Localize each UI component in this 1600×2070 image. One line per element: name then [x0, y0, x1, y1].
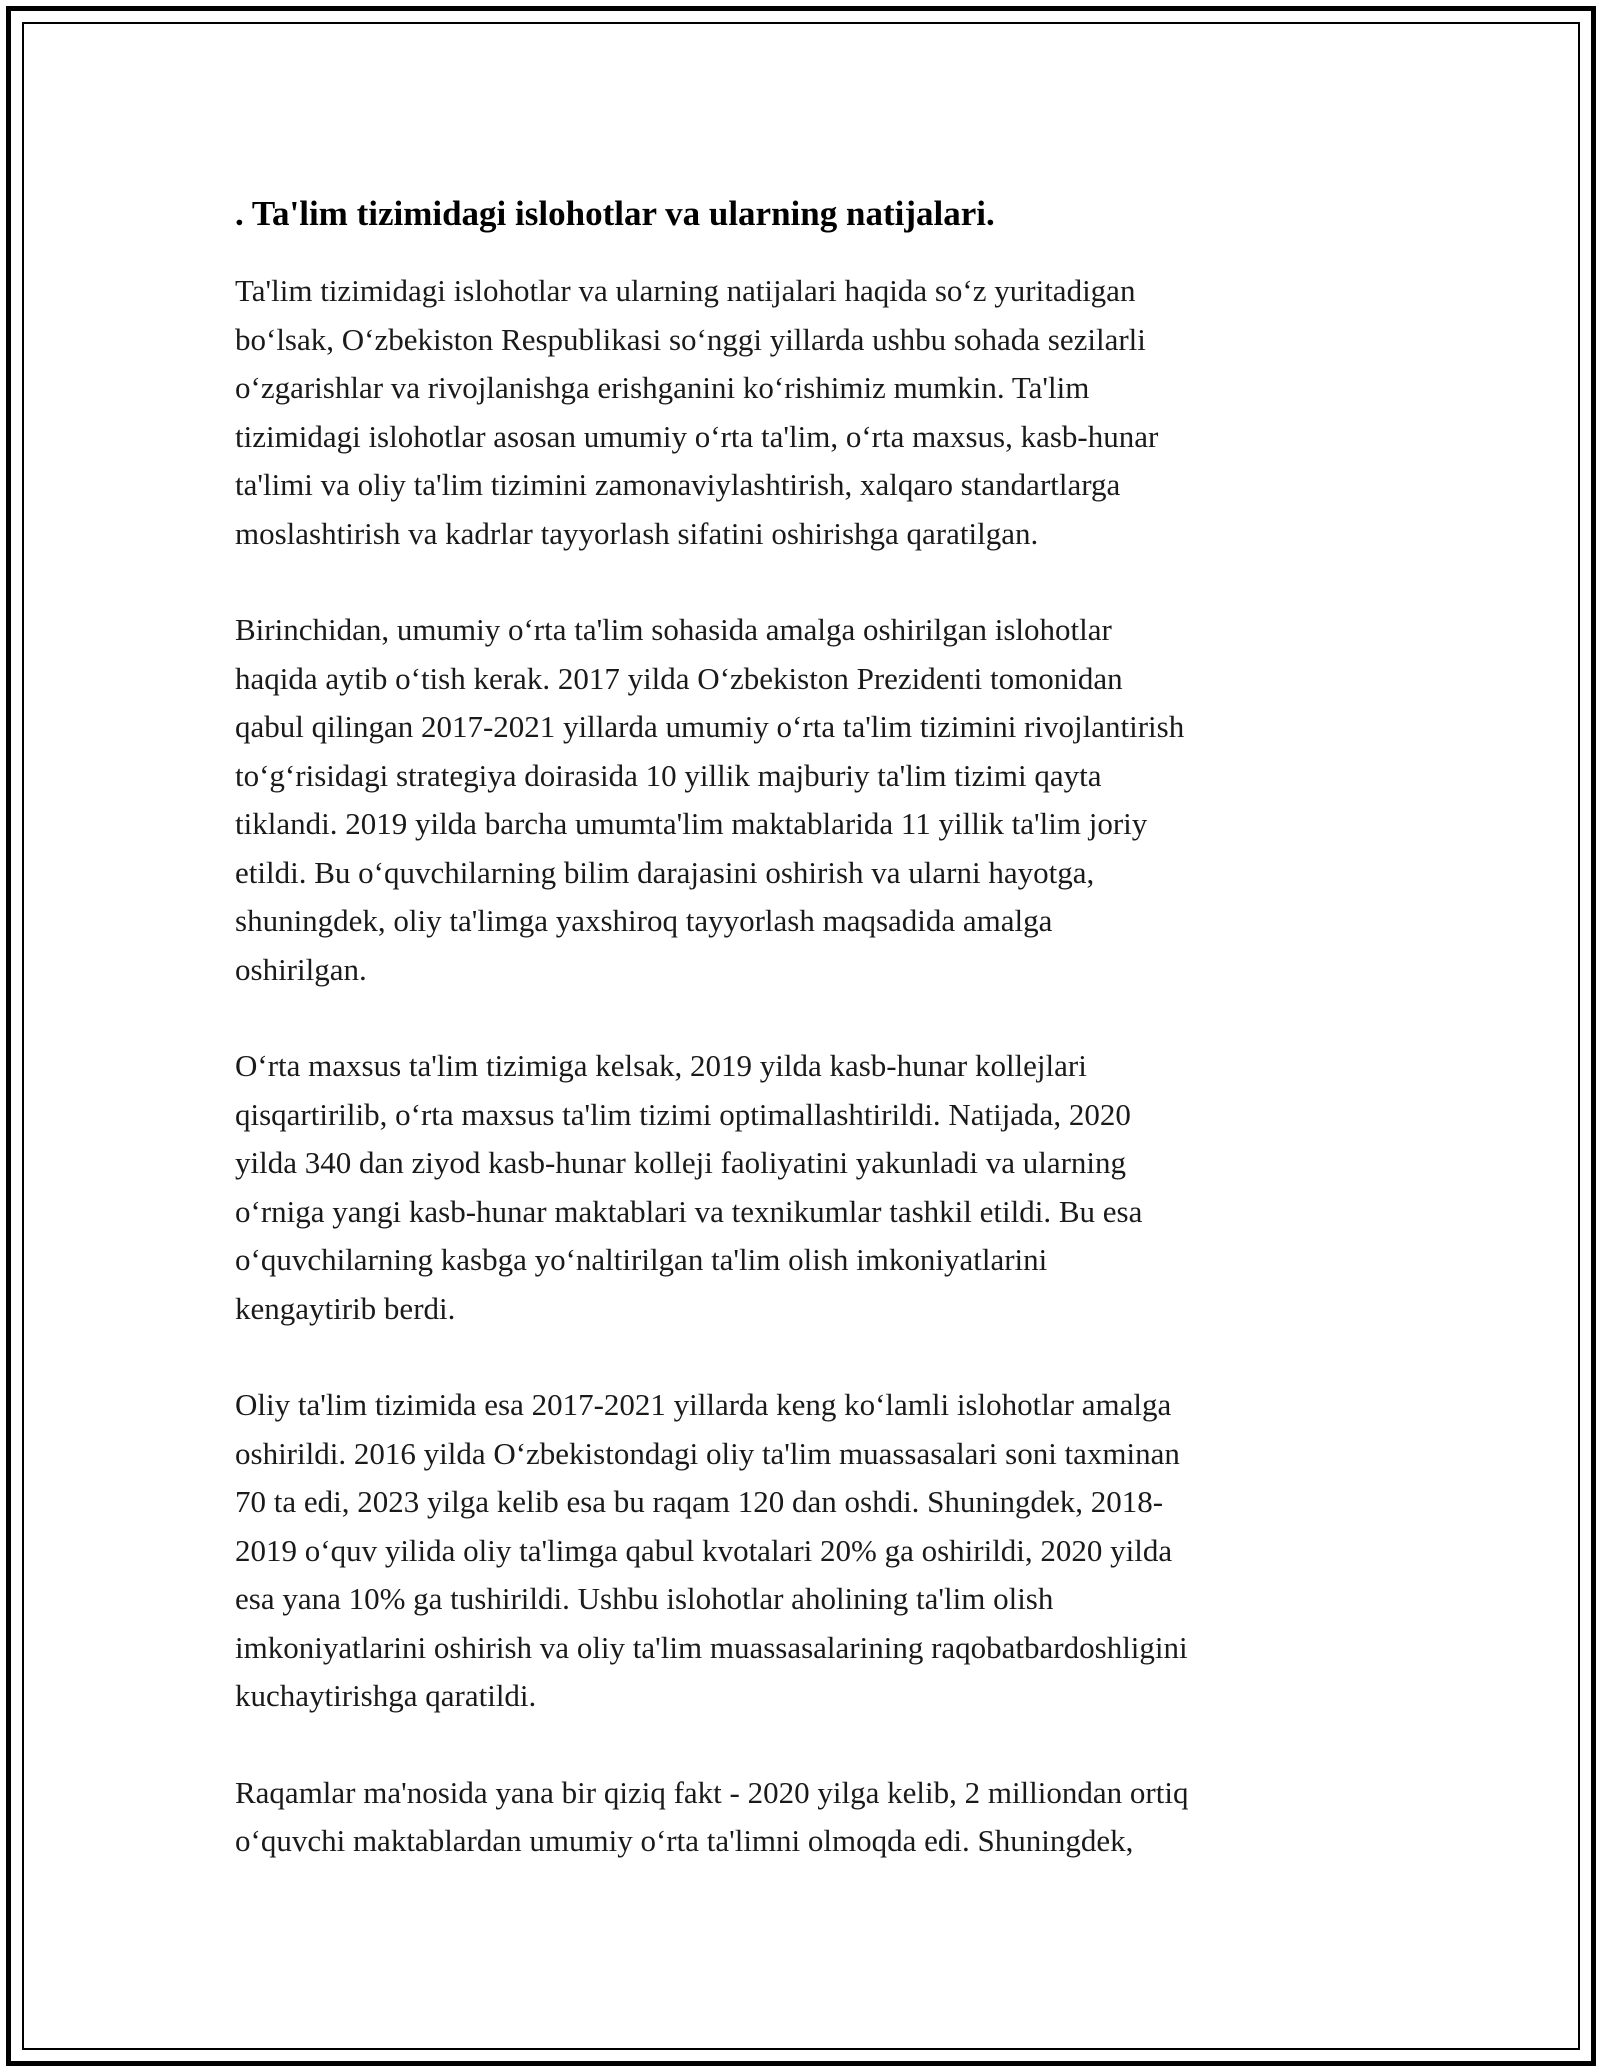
paragraph-intro: Ta'lim tizimidagi islohotlar va ularning natijalari haqida so‘z yuritadigan bo‘lsak, O‘zbekiston Respublikasi so‘nggi yillarda ushbu sohada sezilarli o‘zgarishlar va rivojlanishga erishganini ko‘rishimiz mumkin. Ta'lim tizimidagi islohotlar asosan umumiy o‘rta ta'lim, o‘rta maxsus, kasb-hunar ta'limi va oliy ta'lim tizimini zamonaviylashtirish, xalqaro standartlarga moslashtirish va kadrlar tayyorlash sifatini oshirishga qaratilgan. — [235, 273, 1159, 551]
paragraph-higher-education: Oliy ta'lim tizimida esa 2017-2021 yillarda keng ko‘lamli islohotlar amalga oshirildi. 2016 yilda O‘zbekistondagi oliy ta'lim muassasalari soni taxminan 70 ta edi, 2023 yilga kelib esa bu raqam 120 dan oshdi. Shuningdek, 2018- 2019 o‘quv yilida oliy ta'limga qabul kvotalari 20% ga oshirildi, 2020 yilda esa yana 10% ga tushirildi. Ushbu islohotlar aholining ta'lim olish imkoniyatlarini oshirish va oliy ta'lim muassasalarining raqobatbardoshligini kuchaytirishga qaratildi. — [235, 1387, 1188, 1713]
section-heading: . Ta'lim tizimidagi islohotlar va ularning natijalari. — [235, 194, 995, 233]
paragraph-general-secondary-education: Birinchidan, umumiy o‘rta ta'lim sohasida amalga oshirilgan islohotlar haqida aytib o‘tish kerak. 2017 yilda O‘zbekiston Prezidenti tomonidan qabul qilingan 2017-2021 yillarda umumiy o‘rta ta'lim tizimini rivojlantirish to‘g‘risidagi strategiya doirasida 10 yillik majburiy ta'lim tizimi qayta tiklandi. 2019 yilda barcha umumta'lim maktablarida 11 yillik ta'lim joriy etildi. Bu o‘quvchilarning bilim darajasini oshirish va ularni hayotga, shuningdek, oliy ta'limga yaxshiroq tayyorlash maqsadida amalga oshirilgan. — [235, 612, 1185, 987]
document-body — [235, 187, 1365, 1914]
paragraph-specialized-secondary-education: O‘rta maxsus ta'lim tizimiga kelsak, 2019 yilda kasb-hunar kollejlari qisqartirilib, o‘rta maxsus ta'lim tizimi optimallashtirildi. Natijada, 2020 yilda 340 dan ziyod kasb-hunar kolleji faoliyatini yakunladi va ularning o‘rniga yangi kasb-hunar maktablari va texnikumlar tashkil etildi. Bu esa o‘quvchilarning kasbga yo‘naltirilgan ta'lim olish imkoniyatlarini kengaytirib berdi. — [235, 1048, 1143, 1326]
paragraph-statistics: Raqamlar ma'nosida yana bir qiziq fakt - 2020 yilga kelib, 2 milliondan ortiq o‘quvchi maktablardan umumiy o‘rta ta'limni olmoqda edi. Shuningdek, — [235, 1774, 1189, 1858]
